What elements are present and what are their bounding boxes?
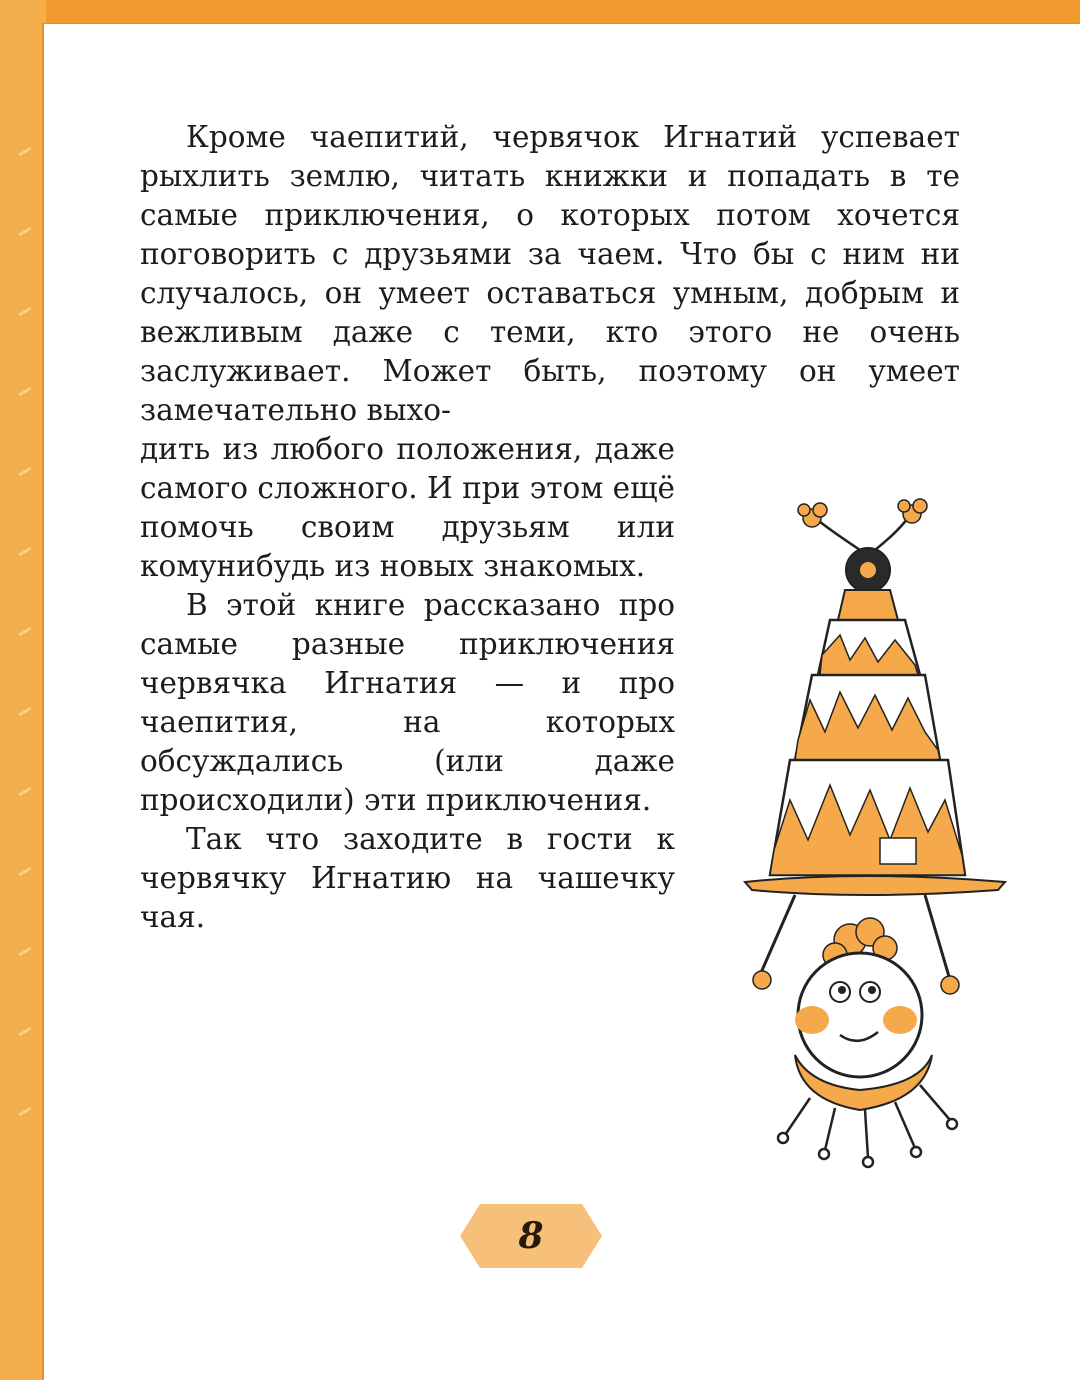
paragraph-1: Кроме чаепитий, червячок Игнатий успевает рыхлить землю, читать книжки и попадать в те самые приключения, о которых потом хочется поговорить с друзьями за чаем. Что бы с ним ни случалось, он умеет оставаться умным, добрым и вежливым даже с теми, кто этого не очень заслуживает. Может быть, поэтому он умеет замечательно выхо- bbox=[140, 120, 960, 427]
worm-with-cake-illustration bbox=[700, 470, 1030, 1190]
paragraph-1-continued: дить из любого положения, даже самого сложного. И при этом ещё помочь своим друзьям или комунибудь из новых знакомых. bbox=[140, 432, 675, 583]
book-cover-left-edge bbox=[0, 0, 46, 1380]
paragraph-3: Так что заходите в гости к червячку Игнатию на чашечку чая. bbox=[140, 822, 675, 934]
paragraph-2: В этой книге рассказано про самые разные приключения червячка Игнатия — и про чаепития, на которых обсуждались (или даже происходили) эти приключения. bbox=[140, 588, 675, 817]
page-number: 8 bbox=[518, 1215, 544, 1257]
book-cover-top-edge bbox=[0, 0, 1080, 26]
